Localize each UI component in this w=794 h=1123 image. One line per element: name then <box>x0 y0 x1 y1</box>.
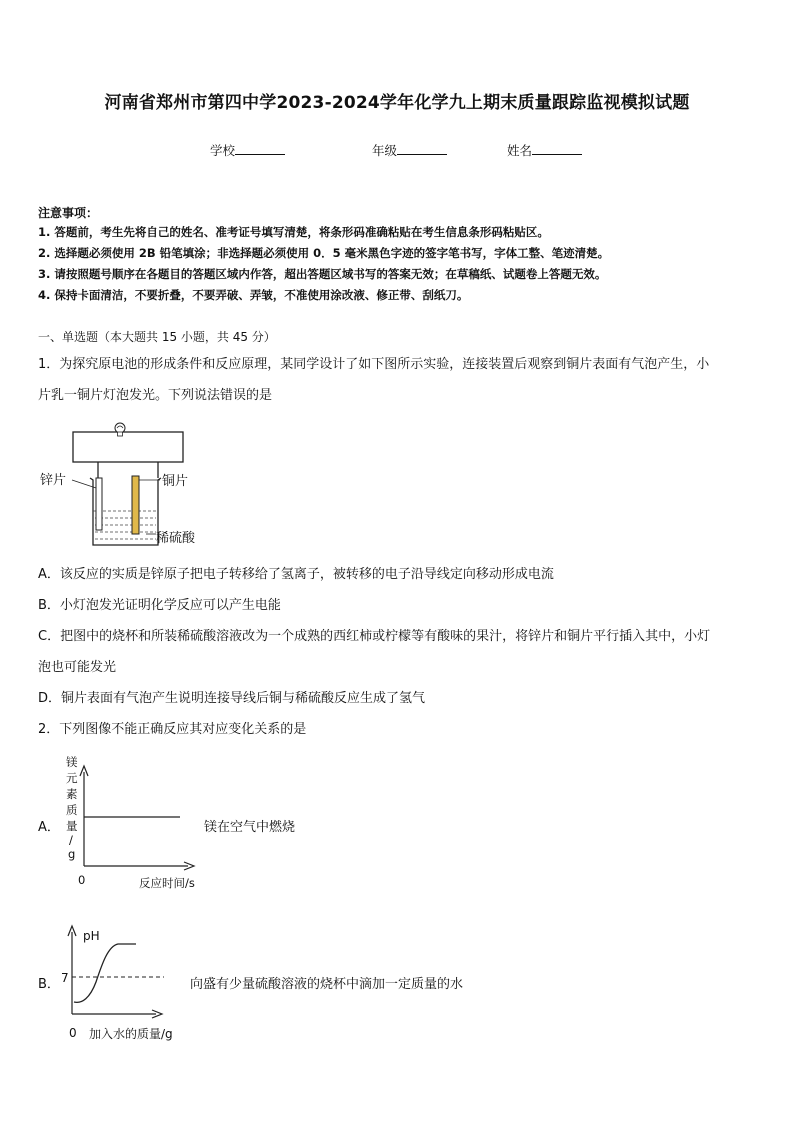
q2-option-a-label: A． <box>38 820 60 835</box>
y-label-char: 量 <box>66 819 78 833</box>
name-field <box>507 141 582 159</box>
section-heading: 一、单选题（本大题共 15 小题，共 45 分） <box>38 330 276 344</box>
lightbulb-icon <box>115 423 125 436</box>
note-item: 1. 答题前，考生先将自己的姓名、准考证号填写清楚，将条形码准确粘贴在考生信息条形码粘贴区。 <box>38 225 549 239</box>
q2-option-b-desc: 向盛有少量硫酸溶液的烧杯中滴加一定质量的水 <box>190 977 464 992</box>
note-item: 2. 选择题必须使用 2B 铅笔填涂；非选择题必须使用 0．5 毫米黑色字迹的签字笔书写，字体工整、笔迹清楚。 <box>38 246 610 260</box>
x-axis-label: 反应时间/s <box>139 876 195 890</box>
school-blank <box>235 142 285 155</box>
school-field <box>210 141 285 159</box>
q2-option-b-label: B． <box>38 977 60 992</box>
grade-field <box>372 141 447 159</box>
q1-option-a: A．该反应的实质是锌原子把电子转移给了氢离子，被转移的电子沿导线定向移动形成电流 <box>38 567 554 582</box>
notes-heading: 注意事项： <box>38 206 99 220</box>
page-title: 河南省郑州市第四中学2023-2024学年化学九上期末质量跟踪监视模拟试题 <box>104 93 690 113</box>
q2-graph-b <box>56 922 196 1046</box>
acid-solution <box>93 511 158 539</box>
q2-option-a-desc: 镁在空气中燃烧 <box>204 820 296 835</box>
note-item: 4. 保持卡面清洁，不要折叠，不要弄破、弄皱，不准使用涂改液、修正带、刮纸刀。 <box>38 288 469 302</box>
q2-stem: 2．下列图像不能正确反应其对应变化关系的是 <box>38 722 307 737</box>
name-label: 姓名 <box>507 143 533 158</box>
note-item: 3. 请按照题号顺序在各题目的答题区域内作答，超出答题区域书写的答案无效；在草稿纸、试题卷上答题无效。 <box>38 267 607 281</box>
q2-graph-a <box>58 752 218 892</box>
q1-option-b: B．小灯泡发光证明化学反应可以产生电能 <box>38 598 281 613</box>
ph-curve <box>74 944 136 1002</box>
name-blank <box>532 142 582 155</box>
school-label: 学校 <box>210 143 236 158</box>
y-label-char: 素 <box>66 787 78 801</box>
origin-label: 0 <box>78 873 86 887</box>
y-axis-label <box>66 755 78 861</box>
copper-plate <box>132 476 139 534</box>
y-label-char: 质 <box>66 803 78 817</box>
copper-label: 铜片 <box>162 474 189 489</box>
q1-option-c-line1: C．把图中的烧杯和所装稀硫酸溶液改为一个成熟的西红柿或柠檬等有酸味的果汁，将锌片和铜片平行插入其中，小灯 <box>38 629 711 644</box>
grade-label: 年级 <box>372 143 398 158</box>
y-label-char: g <box>68 847 76 861</box>
q1-stem-line2: 片乳一铜片灯泡发光。下列说法错误的是 <box>38 388 273 403</box>
x-axis-label: 加入水的质量/g <box>89 1027 173 1041</box>
zinc-plate <box>96 478 102 530</box>
origin-label: 0 <box>69 1026 77 1040</box>
ph7-tick-label: 7 <box>61 971 69 985</box>
zinc-label: 锌片 <box>40 473 67 488</box>
grade-blank <box>397 142 447 155</box>
q1-stem-line1: 1．为探究原电池的形成条件和反应原理，某同学设计了如下图所示实验，连接装置后观察到铜片表面有气泡产生，小 <box>38 357 710 372</box>
y-label-char: 元 <box>66 771 78 785</box>
y-label-char: / <box>69 833 73 847</box>
q1-option-d: D．铜片表面有气泡产生说明连接导线后铜与稀硫酸反应生成了氢气 <box>38 691 426 706</box>
y-axis-label: pH <box>83 929 100 943</box>
wire-outer <box>73 432 183 462</box>
q1-option-c-line2: 泡也可能发光 <box>38 660 117 675</box>
y-label-char: 镁 <box>66 755 78 769</box>
galvanic-cell-figure <box>38 418 218 553</box>
acid-label: 稀硫酸 <box>156 531 196 546</box>
